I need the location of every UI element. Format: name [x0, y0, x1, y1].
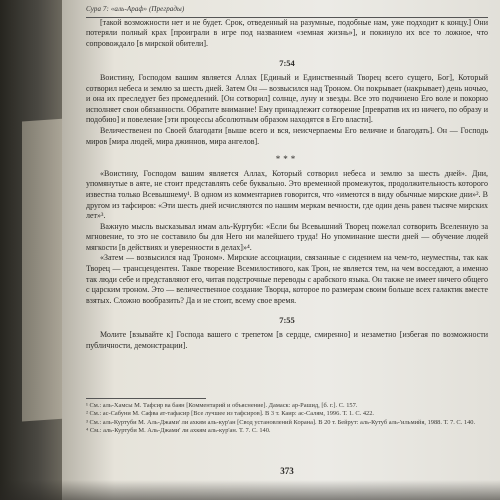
footnote-3: ³ См.: аль-Куртуби М. Аль-Джами' ли ахкям аль-кур'ан [Свод установлений Корана]. В 20 т. Бейрут: аль-Кутуб аль-'ильмийя, 1988. Т. 7. С. 140. [86, 418, 476, 426]
commentary-paragraph-3: «Затем — возвысился над Троном». Мирские ассоциации, связанные с сидением на чем-то, неуместны, так как Творец — трансцендентен. Такое творение Всемилостивого, как Трон, не является тем, на чем восседают, а именно так люди себе и представляют его, читая подстрочные переводы с арабского языка. Он также не имеет ничего общего с царским троном. Это — величественное создание Творца, которое по размерам своим больше всех галактик вместе взятых. Сложно вообразить? Да и не стоит, всему свое время. [86, 253, 488, 305]
section-separator: *** [275, 154, 299, 165]
paragraph-intro: [такой возможности нет и не будет. Срок, отведенный на разумные, подобные нам, уже подходит к концу.] Они потеряли полный крах [проиграли в игре под названием «земная жизнь»], и покинуло их все то ложное, что сопровождало [в мирской обители]. [86, 17, 488, 48]
footnote-1: ¹ См.: аль-Хамсы М. Тафсир ва баян [Комментарий и объяснение]. Дамаск: ар-Рашид, [б. г.]. С. 157. [86, 402, 358, 409]
verse-54-text: Воистину, Господом вашим является Аллах [Единый и Единственный Творец всего сущего, Бог], Который сотворил небеса и землю за шесть дней. Затем Он — возвысился над Троном. Он покрывает (накрывает) день ночью, и она их преследует без промедлений. [Он сотворил] солнце, луну и звезды. Все это подчинено Его воле и покорно исполняет свои обязанности. Обратите внимание! Ему принадлежит сотворение [превратив их из ничего, по образу и подобию] и повеление [эти процессы абсолютным образом находятся в Его власти]. [86, 72, 488, 125]
footnote-4: ⁴ См.: аль-Куртуби М. Аль-Джами' ли ахкям аль-кур'ан. Т. 7. С. 140. [86, 427, 271, 435]
verse-number-54: 7:54 [279, 58, 295, 69]
verse-55-text: Молите [взывайте к] Господа вашего с трепетом [в сердце, смиренно] и незаметно [избегая по возможности публичности, демонстрации]. [86, 330, 488, 350]
footnote-rule [86, 398, 206, 399]
bottom-shadow [0, 480, 500, 500]
footnote-2: ² См.: ас-Сабуни М. Сафва ат-тафасир [Все лучшее из тафсиров]. В 3 т. Каир: ас-Салям, 1996. Т. 1. С. 422. [86, 410, 375, 418]
page-content [86, 0, 488, 500]
running-head: Сура 7: «аль-Араф» (Преграды) [86, 2, 488, 18]
page-number: 373 [280, 466, 294, 476]
verse-54-continuation: Величественен по Своей благодати [выше всего и вся, неисчерпаемы Его величие и благодать]. Он — Господь миров [мира людей, мира джиннов, мира ангелов]. [86, 125, 488, 146]
facing-page-edge [22, 118, 66, 421]
book-page [62, 0, 500, 500]
commentary-paragraph-2: Важную мысль высказывал имам аль-Куртуби: «Если бы Всевышний Творец пожелал сотворить Вселенную за мгновение, то это не составило бы для Него ни малейшего труда! Но упоминание шести дней — обучение людей мягкости [в действиях и уверенности в делах]»⁴. [86, 221, 488, 252]
footnotes [86, 398, 488, 436]
commentary-paragraph-1: «Воистину, Господом вашим является Аллах, Который сотворил небеса и землю за шесть дней». Дни, упомянутые в аяте, не стоит представлять себе буквально. Это временной промежуток, продолжительность которого известна только Всевышнему¹. В одном из комментариев говорится, что «имеются в виду обычные мирские дни»². В другом из тафсиров: «Эти шесть дней исчисляются по нашим меркам вечности, где один день равен тысяче мирских лет»³. [86, 168, 488, 221]
verse-number-55: 7:55 [279, 315, 295, 326]
